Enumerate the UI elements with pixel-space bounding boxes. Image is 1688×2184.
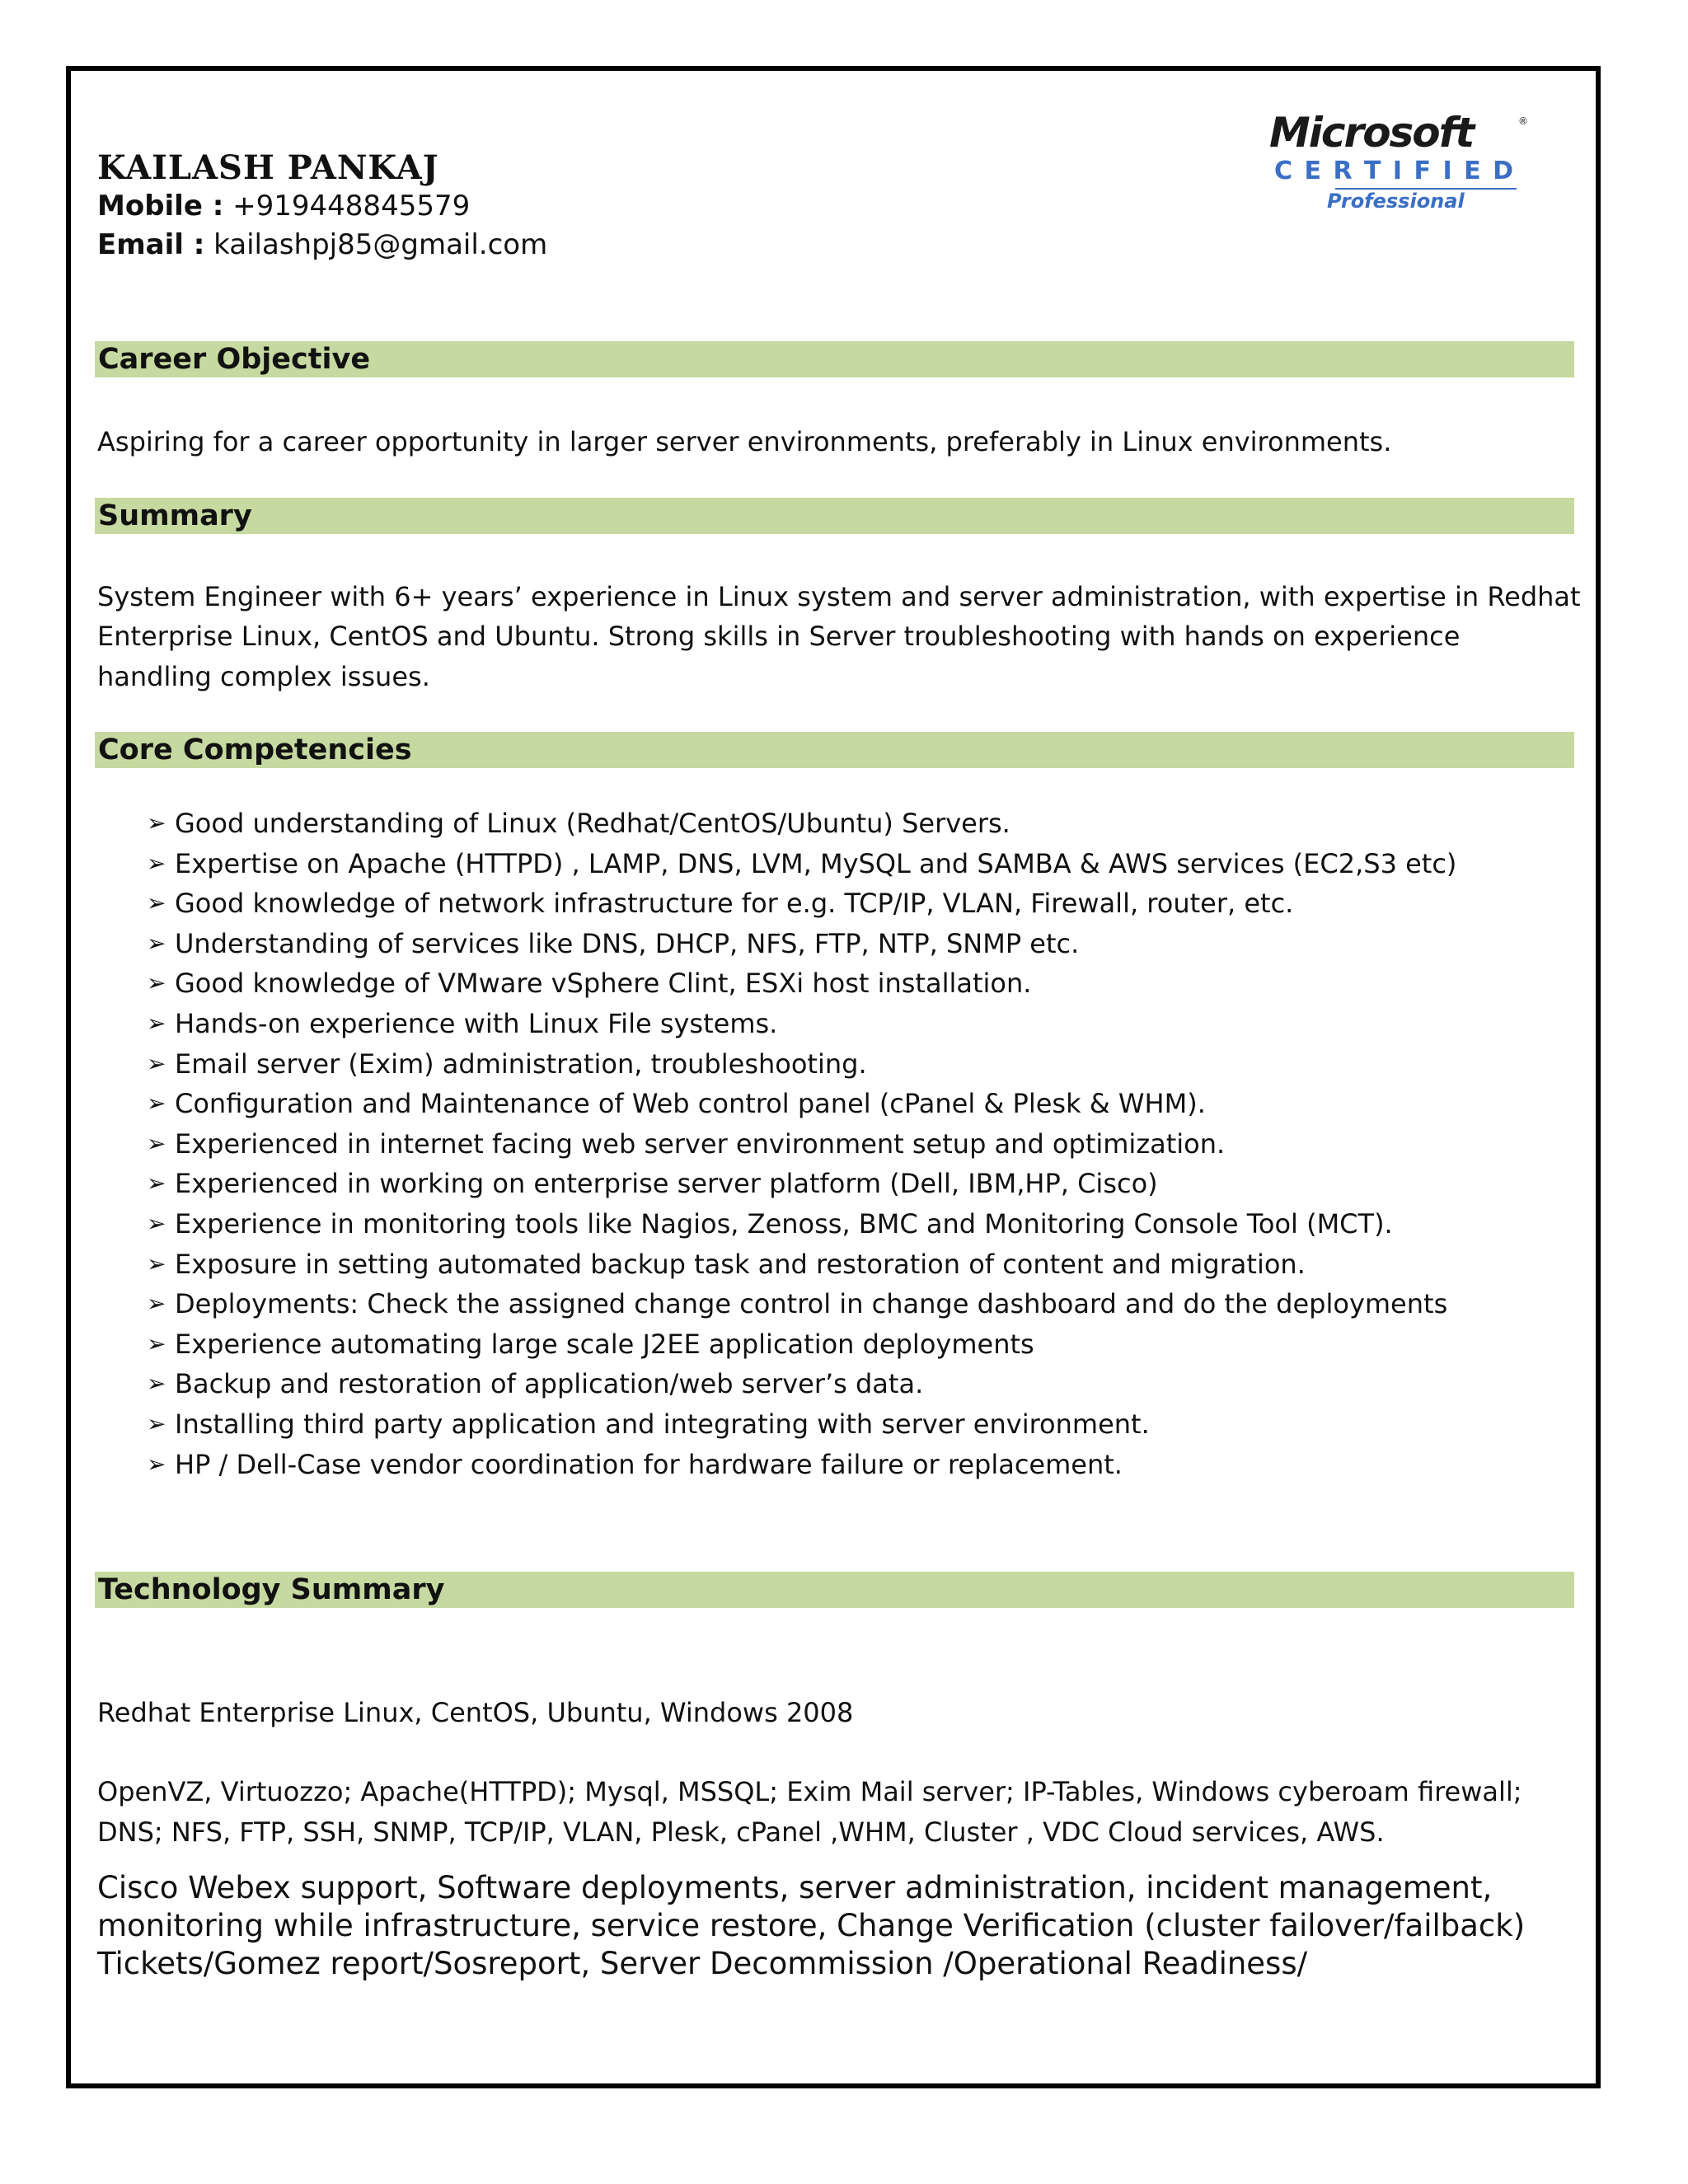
logo-letter: F [1414, 157, 1432, 185]
contact-email [97, 228, 547, 261]
section-title: Core Competencies [98, 733, 412, 766]
logo-letter: I [1442, 157, 1452, 185]
logo-certified [1274, 157, 1513, 185]
arrow-bullet-icon: ➢ [147, 929, 166, 957]
logo-letter: E [1464, 157, 1481, 185]
tech-extra-line: monitoring while infrastructure, service restore, Change Verification (cluster failover/failback) [97, 1908, 1526, 1943]
section-core-competencies [95, 732, 1574, 768]
arrow-bullet-icon: ➢ [147, 1209, 166, 1237]
logo-brand: Microsoft [1269, 109, 1474, 157]
logo-letter: C [1274, 157, 1293, 185]
list-item: ➢ Installing third party application and integrating with server environment. [147, 1404, 1456, 1445]
tech-extra-line: Tickets/Gomez report/Sosreport, Server Decommission /Operational Readiness/ [97, 1946, 1308, 1981]
arrow-bullet-icon: ➢ [147, 809, 166, 837]
tech-extra-block [97, 1869, 1525, 1983]
microsoft-certified-logo [1269, 109, 1528, 216]
list-item: ➢ Experience in monitoring tools like Nagios, Zenoss, BMC and Monitoring Console Tool (MCT). [147, 1204, 1456, 1244]
logo-letter: E [1304, 157, 1321, 185]
section-career-objective [95, 341, 1574, 377]
section-title: Technology Summary [98, 1573, 445, 1606]
arrow-bullet-icon: ➢ [147, 969, 166, 997]
list-item: ➢ Configuration and Maintenance of Web control panel (cPanel & Plesk & WHM). [147, 1084, 1456, 1124]
mobile-label: Mobile : [97, 190, 224, 223]
list-item: ➢ Expertise on Apache (HTTPD) , LAMP, DNS, LVM, MySQL and SAMBA & AWS services (EC2,S3 etc) [147, 844, 1456, 884]
arrow-bullet-icon: ➢ [147, 1290, 166, 1318]
candidate-name: KAILASH PANKAJ [97, 148, 439, 187]
list-item: ➢ Experience automating large scale J2EE application deployments [147, 1324, 1456, 1365]
summary-line: Enterprise Linux, CentOS and Ubuntu. Strong skills in Server troubleshooting with hands on experience [97, 621, 1461, 652]
tech-os-line: Redhat Enterprise Linux, CentOS, Ubuntu, Windows 2008 [97, 1697, 854, 1728]
arrow-bullet-icon: ➢ [147, 1329, 166, 1357]
list-item: ➢ Hands-on experience with Linux File systems. [147, 1004, 1456, 1044]
competencies-list [147, 804, 1456, 1484]
logo-letter: T [1364, 157, 1381, 185]
section-title: Summary [98, 499, 252, 532]
list-item: ➢ Email server (Exim) administration, troubleshooting. [147, 1044, 1456, 1085]
email-value: kailashpj85@gmail.com [204, 228, 548, 261]
summary-line: System Engineer with 6+ years’ experience in Linux system and server administration, with expertise in Redhat [97, 581, 1581, 612]
arrow-bullet-icon: ➢ [147, 1169, 166, 1197]
list-item: ➢ Experienced in working on enterprise server platform (Dell, IBM,HP, Cisco) [147, 1164, 1456, 1204]
logo-letter: R [1333, 157, 1353, 185]
logo-letter: I [1392, 157, 1403, 185]
list-item: ➢ Good knowledge of VMware vSphere Clint, ESXi host installation. [147, 963, 1456, 1004]
arrow-bullet-icon: ➢ [147, 1009, 166, 1037]
arrow-bullet-icon: ➢ [147, 1370, 166, 1398]
logo-letter: D [1493, 157, 1513, 185]
arrow-bullet-icon: ➢ [147, 1090, 166, 1118]
section-summary [95, 498, 1574, 534]
arrow-bullet-icon: ➢ [147, 1049, 166, 1077]
objective-text: Aspiring for a career opportunity in larger server environments, preferably in Linux environments. [97, 426, 1392, 457]
tech-tools-line: DNS; NFS, FTP, SSH, SNMP, TCP/IP, VLAN, Plesk, cPanel ,WHM, Cluster , VDC Cloud services, AWS. [97, 1816, 1385, 1848]
logo-professional: Professional [1327, 190, 1465, 213]
section-title: Career Objective [98, 343, 371, 376]
arrow-bullet-icon: ➢ [147, 1409, 166, 1437]
tech-tools-line: OpenVZ, Virtuozzo; Apache(HTTPD); Mysql, MSSQL; Exim Mail server; IP-Tables, Windows cyberoam firewall; [97, 1776, 1522, 1807]
list-item: ➢ Good knowledge of network infrastructure for e.g. TCP/IP, VLAN, Firewall, router, etc. [147, 883, 1456, 924]
list-item: ➢ Experienced in internet facing web server environment setup and optimization. [147, 1124, 1456, 1165]
arrow-bullet-icon: ➢ [147, 1249, 166, 1277]
section-technology-summary [95, 1572, 1574, 1608]
logo-registered-mark: ® [1518, 115, 1528, 127]
summary-line: handling complex issues. [97, 661, 430, 692]
arrow-bullet-icon: ➢ [147, 849, 166, 877]
list-item: ➢ Backup and restoration of application/web server’s data. [147, 1364, 1456, 1404]
tech-extra-line: Cisco Webex support, Software deployments, server administration, incident management, [97, 1870, 1493, 1905]
list-item: ➢ Deployments: Check the assigned change control in change dashboard and do the deployments [147, 1284, 1456, 1324]
arrow-bullet-icon: ➢ [147, 889, 166, 917]
list-item: ➢ Good understanding of Linux (Redhat/CentOS/Ubuntu) Servers. [147, 804, 1456, 844]
list-item: ➢ Understanding of services like DNS, DHCP, NFS, FTP, NTP, SNMP etc. [147, 924, 1456, 964]
arrow-bullet-icon: ➢ [147, 1450, 166, 1478]
email-label: Email : [97, 228, 205, 261]
arrow-bullet-icon: ➢ [147, 1129, 166, 1157]
contact-mobile [97, 190, 470, 223]
list-item: ➢ Exposure in setting automated backup task and restoration of content and migration. [147, 1244, 1456, 1285]
list-item: ➢ HP / Dell-Case vendor coordination for hardware failure or replacement. [147, 1445, 1456, 1485]
mobile-value: +919448845579 [223, 190, 471, 223]
